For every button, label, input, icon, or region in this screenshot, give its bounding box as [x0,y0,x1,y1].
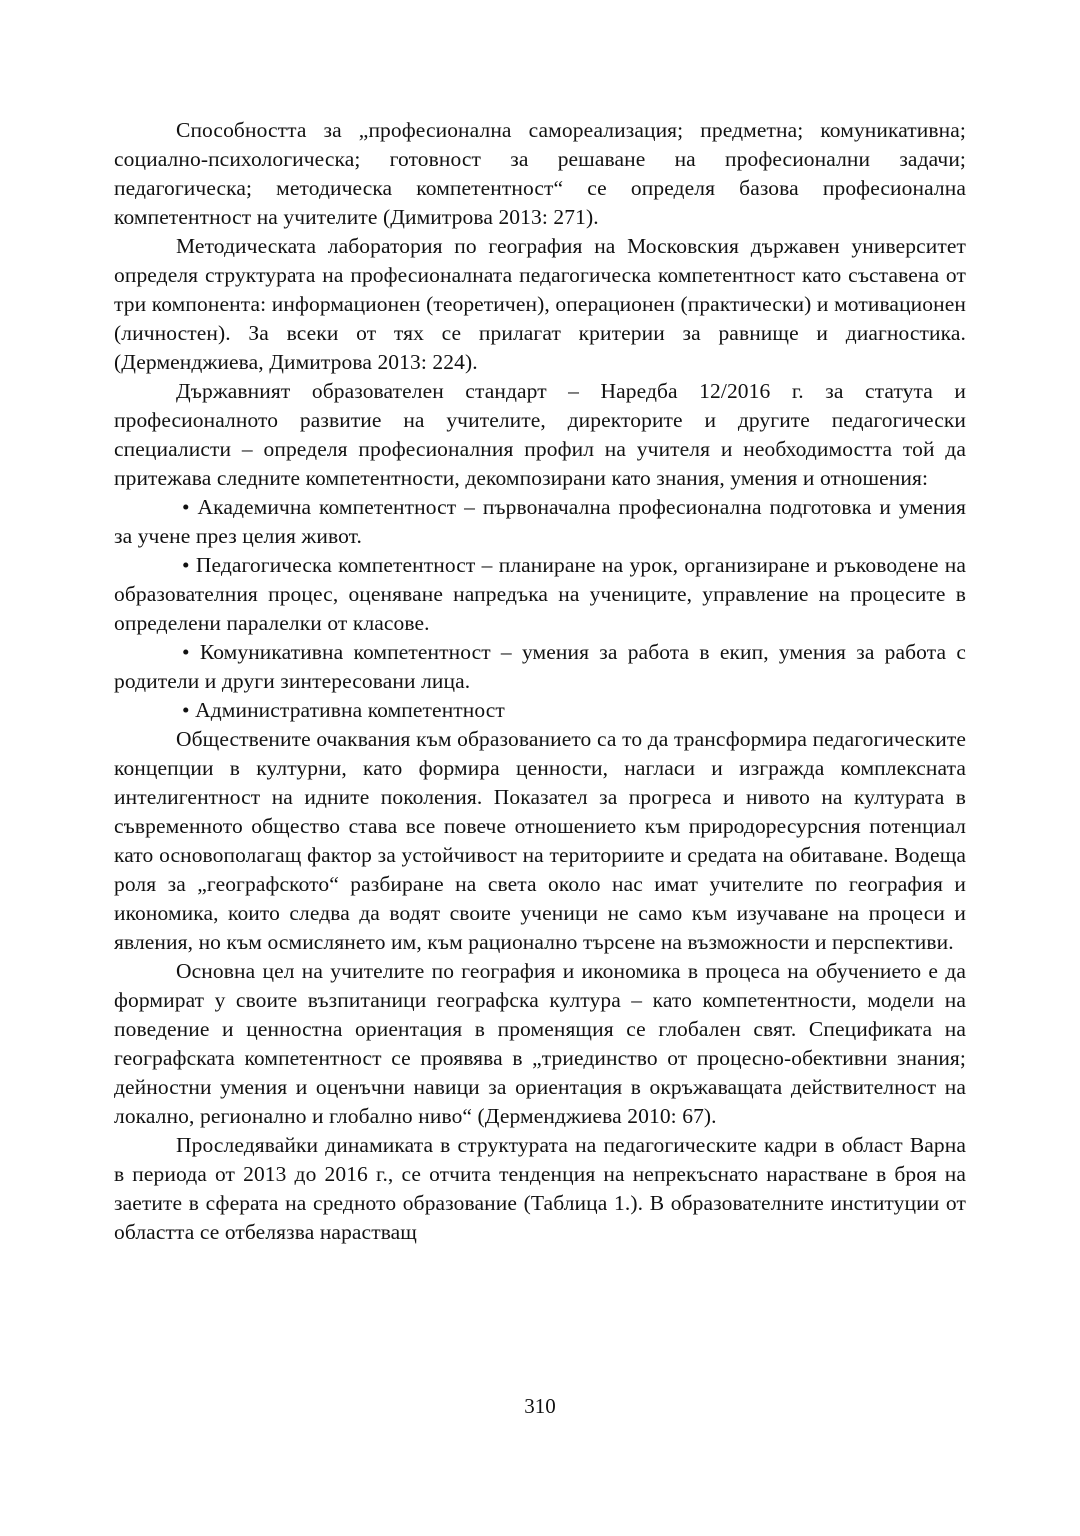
bullet-item: • Педагогическа компетентност – планиране на урок, организиране и ръководене на образователния процес, оценяване напредъка на учениците, управление на процесите в определени паралелки от класове. [114,553,966,635]
bullet-item: • Административна компетентност [182,698,505,722]
paragraph: Проследявайки динамиката в структурата на педагогическите кадри в област Варна в периода от 2013 до 2016 г., се отчита тенденция на непрекъснато нарастване в броя на заетите в сферата на средното образование (Таблица 1.). В образователните институции от областта се отбелязва нарастващ [114,1133,966,1244]
bullet-item: • Академична компетентност – първоначална професионална подготовка и умения за учене през целия живот. [114,495,966,548]
paragraph: Способността за „професионална самореализация; предметна; комуникативна; социално-психологическа; готовност за решаване на професионални задачи; педагогическа; методическа компетентност“ се определя базова професионална компетентност на учителите (Димитрова 2013: 271). [114,118,966,229]
paragraph: Държавният образователен стандарт – Наредба 12/2016 г. за статута и професионалното развитие на учителите, директорите и другите педагогически специалисти – определя професионалния профил на учителя и необходимостта той да притежава следните компетентности, декомпозирани като знания, умения и отношения: [114,379,966,490]
page-body [114,116,966,1247]
paragraph: Основна цел на учителите по география и икономика в процеса на обучението е да формират у своите възпитаници географска култура – като компетентности, модели на поведение и ценностна ориентация в променящия се глобален свят. Спецификата на географската компетентност се проявява в „триединство от процесно-обективни знания; дейностни умения и оценъчни навици за ориентация в окръжаващата действителност на локално, регионално и глобално ниво“ (Дерменджиева 2010: 67). [114,959,966,1128]
bullet-item: • Комуникативна компетентност – умения за работа в екип, умения за работа с родители и други зинтересовани лица. [114,640,966,693]
paragraph: Обществените очаквания към образованието са то да трансформира педагогическите концепции в културни, като формира ценности, нагласи и изгражда комплексната интелигентност на идните поколения. Показател за прогреса и нивото на културата в съвременното общество става все повече отношението към природоресурсния потенциал като основополагащ фактор за устойчивост на териториите и средата на обитаване. Водеща роля за „географското“ разбиране на света около нас имат учителите по география и икономика, които следва да водят своите ученици не само към изучаване на процеси и явления, но към осмислянето им, към рационално търсене на възможности и перспективи. [114,727,966,954]
paragraph: Методическата лаборатория по география на Московския държавен университет определя структурата на професионалната педагогическа компетентност като съставена от три компонента: информационен (теоретичен), операционен (практически) и мотивационен (личностен). За всеки от тях се прилагат критерии за равнище и диагностика. (Дерменджиева, Димитрова 2013: 224). [114,234,966,374]
page-number: 310 [524,1394,556,1418]
